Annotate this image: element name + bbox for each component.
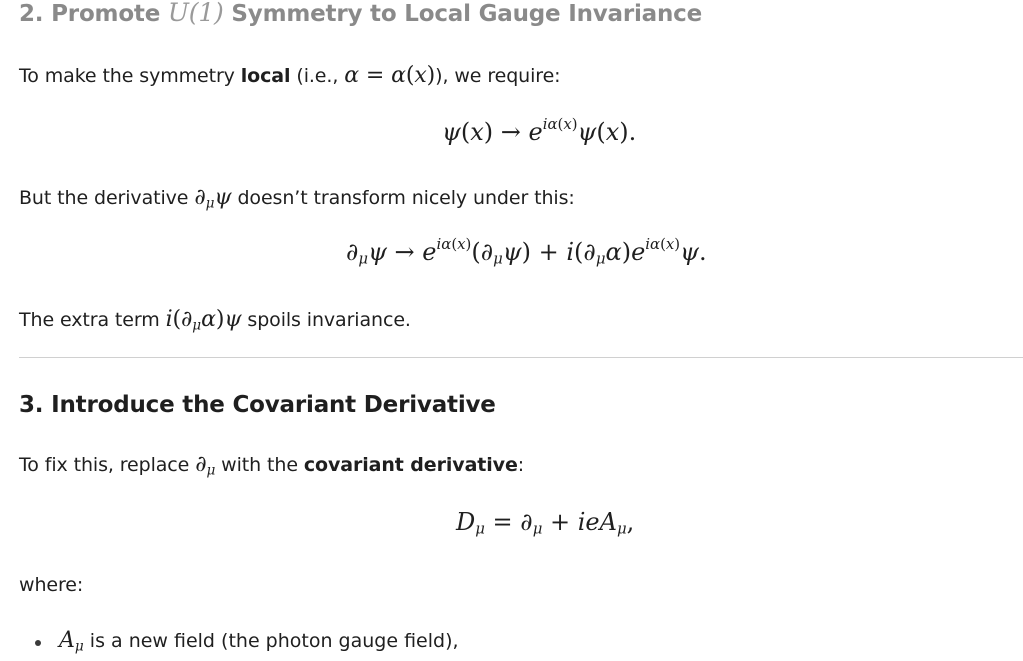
inline-math-partial-mu: $\partial_\mu$ [195, 452, 216, 479]
section-2-heading-math: U(1) [167, 0, 224, 27]
list-item [33, 628, 459, 653]
text-run: But the derivative [19, 187, 195, 209]
text-run: The extra term [19, 309, 166, 331]
text-run: (i.e., [290, 65, 345, 87]
text-run: with the [215, 454, 304, 476]
section-2-heading [19, 0, 702, 27]
section-2-paragraph-1 [19, 63, 560, 88]
text-run: ), we require: [435, 65, 561, 87]
definitions-list [33, 628, 459, 653]
section-2-heading-suffix: Symmetry to Local Gauge Invariance [223, 1, 703, 27]
where-label: where: [19, 574, 84, 596]
inline-math-extra-term: $i(\partial_\mu\alpha)\psi$ [165, 307, 242, 334]
text-run: spoils invariance. [241, 309, 411, 331]
bold-text: local [240, 65, 291, 87]
section-3-paragraph-1 [19, 452, 524, 477]
text-run: : [517, 454, 525, 476]
section-2-heading-prefix: 2. Promote [19, 1, 168, 27]
equation-covariant-derivative: $D_\mu = \partial_\mu + ieA_\mu$, [456, 508, 635, 538]
list-item-text: is a new field (the photon gauge field), [83, 630, 459, 652]
bold-text: covariant derivative [303, 454, 518, 476]
equation-derivative-transform: $\partial_\mu\psi \to e^{i\alpha(x)}(\partial_\mu\psi) + i(\partial_\mu\alpha)e^{i\alpha(x)}\psi$. [346, 234, 707, 268]
text-run: To fix this, replace [19, 454, 196, 476]
text-run: To make the symmetry [19, 65, 241, 87]
equation-psi-transform: $\psi(x) \to e^{i\alpha(x)}\psi(x)$. [442, 114, 637, 146]
section-2-paragraph-2 [19, 185, 575, 210]
section-3-heading: 3. Introduce the Covariant Derivative [19, 392, 496, 418]
bullet-icon [35, 640, 41, 646]
inline-math-alpha: α = α(x) [344, 63, 436, 88]
section-divider [19, 357, 1023, 358]
section-2-paragraph-3 [19, 307, 411, 332]
text-run: doesn’t transform nicely under this: [231, 187, 575, 209]
inline-math-derivative: $\partial_\mu\psi$ [194, 185, 232, 212]
inline-math-A-mu: $A_\mu$ [59, 628, 84, 655]
